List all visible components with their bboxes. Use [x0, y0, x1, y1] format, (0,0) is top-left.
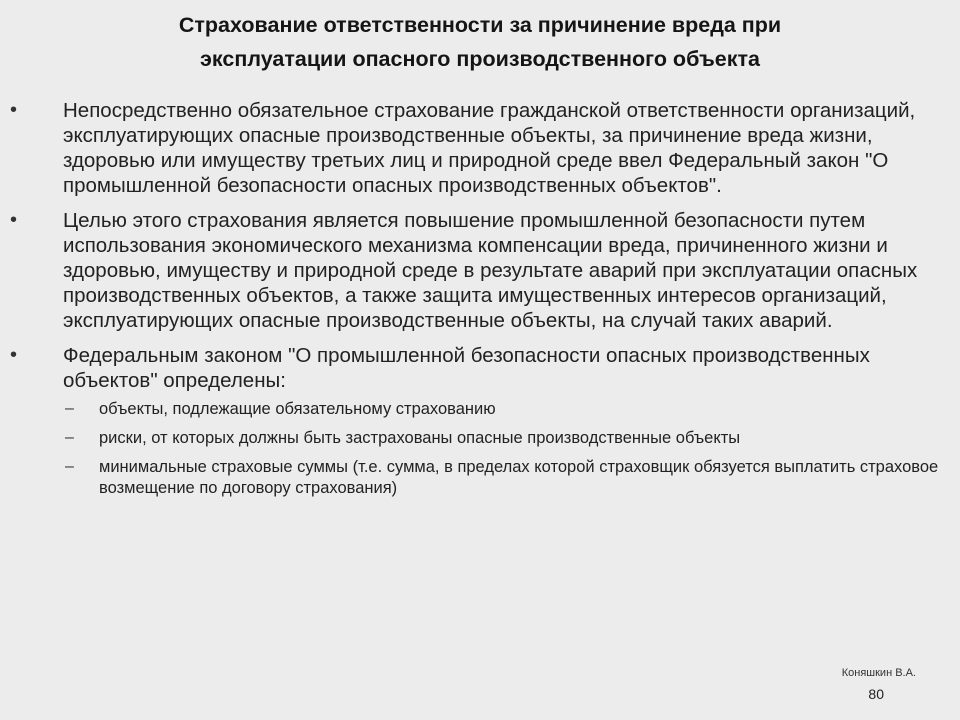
bullet-item-1 — [8, 98, 948, 198]
slide-title-line-2: эксплуатации опасного производственного объекта — [200, 47, 760, 71]
sub-bullet-text: риски, от которых должны быть застрахованы опасные производственные объекты — [99, 429, 741, 447]
dash-icon: – — [65, 458, 74, 475]
bullet-list — [8, 98, 948, 509]
bullet-item-2 — [8, 208, 948, 333]
sub-bullet-item-1 — [63, 399, 948, 420]
bullet-dot-icon: • — [10, 209, 18, 231]
bullet-item-3 — [8, 343, 948, 499]
page-number: 80 — [868, 686, 884, 702]
sub-bullet-item-3 — [63, 457, 948, 499]
dash-icon: – — [65, 400, 74, 417]
sub-bullet-list — [63, 399, 948, 499]
bullet-text: Непосредственно обязательное страхование гражданской ответственности организаций, эксплуатирующих опасные производственные объекты, за причинение вреда жизни, здоровью или имуществу третьих лиц и природной среде ввел Федеральный закон "О промышленной безопасности опасных производственных объектов". — [63, 99, 916, 197]
bullet-text: Федеральным законом "О промышленной безопасности опасных производственных объектов" определены: — [63, 344, 870, 392]
bullet-dot-icon: • — [10, 344, 18, 366]
slide-title — [60, 8, 900, 76]
dash-icon: – — [65, 429, 74, 446]
sub-bullet-text: объекты, подлежащие обязательному страхованию — [99, 400, 496, 418]
author-credit: Коняшкин В.А. — [841, 667, 916, 679]
sub-bullet-text: минимальные страховые суммы (т.е. сумма, в пределах которой страховщик обязуется выплатить страховое возмещение по договору страхования) — [99, 458, 939, 497]
slide-title-line-1: Страхование ответственности за причинение вреда при — [178, 13, 782, 37]
bullet-dot-icon: • — [10, 99, 18, 121]
bullet-text: Целью этого страхования является повышение промышленной безопасности путем использования экономического механизма компенсации вреда, причиненного жизни и здоровью, имуществу и природной среде в результате аварий при эксплуатации опасных производственных объектов, а также защита имущественных интересов организаций, эксплуатирующих опасные производственные объекты, на случай таких аварий. — [63, 209, 918, 332]
sub-bullet-item-2 — [63, 428, 948, 449]
